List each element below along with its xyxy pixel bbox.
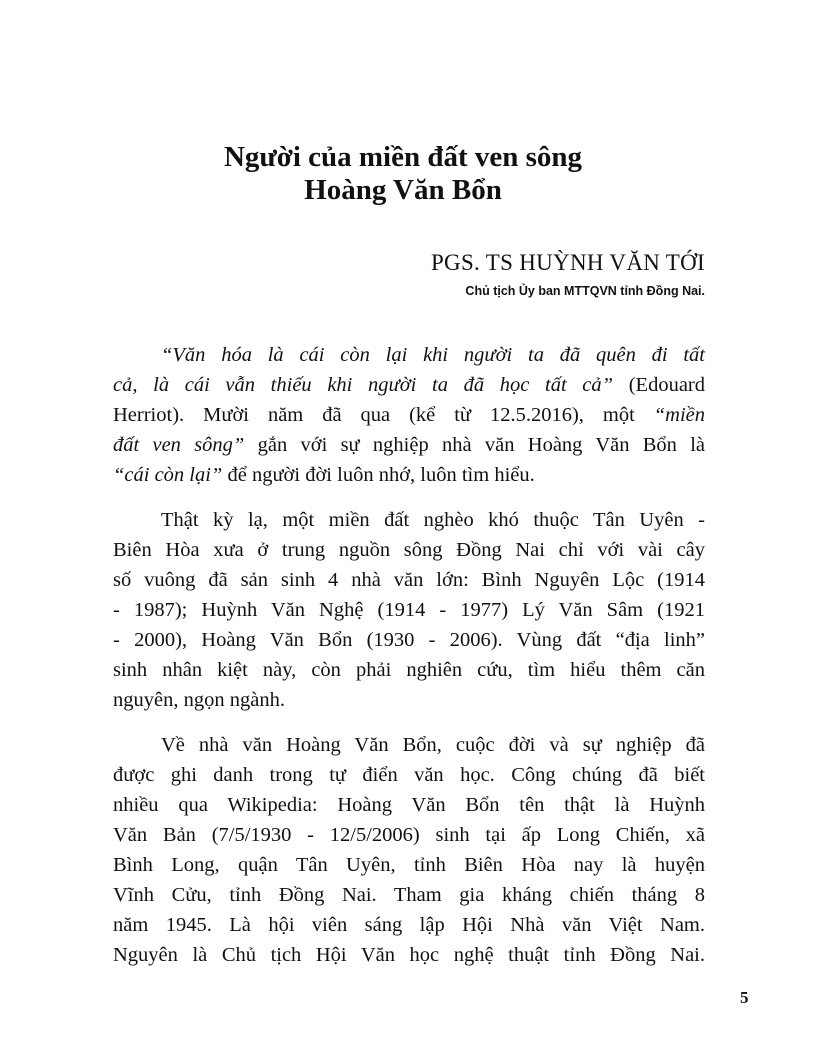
text: Thật kỳ lạ, một miền đất nghèo khó thuộc Tân Uyên - <box>161 509 705 531</box>
text-line <box>113 655 705 685</box>
text: - 1987); Huỳnh Văn Nghệ (1914 - 1977) Lý Văn Sâm (1921 <box>113 599 705 621</box>
text: Herriot). Mười năm đã qua (kể từ 12.5.2016), một <box>113 404 654 426</box>
text: - 2000), Hoàng Văn Bổn (1930 - 2006). Vùng đất “địa linh” <box>113 629 705 651</box>
paragraph <box>113 505 705 715</box>
text: Về nhà văn Hoàng Văn Bổn, cuộc đời và sự nghiệp đã <box>161 734 705 756</box>
text-line <box>113 850 705 880</box>
article-title-line-1: Người của miền đất ven sông <box>223 141 583 173</box>
italic-text: cả, là cái vẫn thiếu khi người ta đã học tất cả” <box>113 374 614 396</box>
text: năm 1945. Là hội viên sáng lập Hội Nhà văn Việt Nam. <box>113 914 705 936</box>
text: (Edouard <box>613 374 705 396</box>
text-line <box>113 565 705 595</box>
text: sinh nhân kiệt này, còn phải nghiên cứu, tìm hiểu thêm căn <box>113 659 705 681</box>
text: được ghi danh trong tự điển văn học. Công chúng đã biết <box>113 764 705 786</box>
text-line <box>113 430 705 460</box>
text-line <box>113 910 705 940</box>
article-body <box>113 340 705 985</box>
text: nhiều qua Wikipedia: Hoàng Văn Bổn tên thật là Huỳnh <box>113 794 705 816</box>
italic-text: “Văn hóa là cái còn lại khi người ta đã quên đi tất <box>161 344 705 366</box>
text-line <box>113 730 705 760</box>
text-line <box>113 340 705 370</box>
text-line <box>113 685 705 715</box>
text-line <box>113 505 705 535</box>
text: Văn Bản (7/5/1930 - 12/5/2006) sinh tại ấp Long Chiến, xã <box>113 824 705 846</box>
text-line <box>113 460 705 490</box>
author-role: Chủ tịch Ủy ban MTTQVN tỉnh Đồng Nai. <box>465 284 705 298</box>
text: để người đời luôn nhớ, luôn tìm hiểu. <box>222 464 535 486</box>
author-name: PGS. TS HUỲNH VĂN TỚI <box>430 250 705 275</box>
text-line <box>113 760 705 790</box>
text: Bình Long, quận Tân Uyên, tỉnh Biên Hòa nay là huyện <box>113 854 705 876</box>
italic-text: “miền <box>653 404 705 426</box>
text: gắn với sự nghiệp nhà văn Hoàng Văn Bổn là <box>244 434 706 456</box>
text-line <box>113 595 705 625</box>
text-line <box>113 940 705 970</box>
paragraph <box>113 730 705 970</box>
text-line <box>113 880 705 910</box>
text-line <box>113 535 705 565</box>
italic-text: “cái còn lại” <box>113 464 223 486</box>
text: nguyên, ngọn ngành. <box>113 689 285 711</box>
text-line <box>113 790 705 820</box>
italic-text: đất ven sông” <box>113 434 245 456</box>
text: Nguyên là Chủ tịch Hội Văn học nghệ thuật tỉnh Đồng Nai. <box>113 944 705 966</box>
text: số vuông đã sản sinh 4 nhà văn lớn: Bình Nguyên Lộc (1914 <box>113 569 705 591</box>
paragraph <box>113 340 705 490</box>
text-line <box>113 370 705 400</box>
text: Vĩnh Cửu, tỉnh Đồng Nai. Tham gia kháng chiến tháng 8 <box>113 884 705 906</box>
text: Biên Hòa xưa ở trung nguồn sông Đồng Nai chỉ với vài cây <box>113 539 705 561</box>
text-line <box>113 820 705 850</box>
article-title-line-2: Hoàng Văn Bổn <box>304 174 502 206</box>
page-number: 5 <box>740 988 749 1007</box>
text-line <box>113 625 705 655</box>
text-line <box>113 400 705 430</box>
